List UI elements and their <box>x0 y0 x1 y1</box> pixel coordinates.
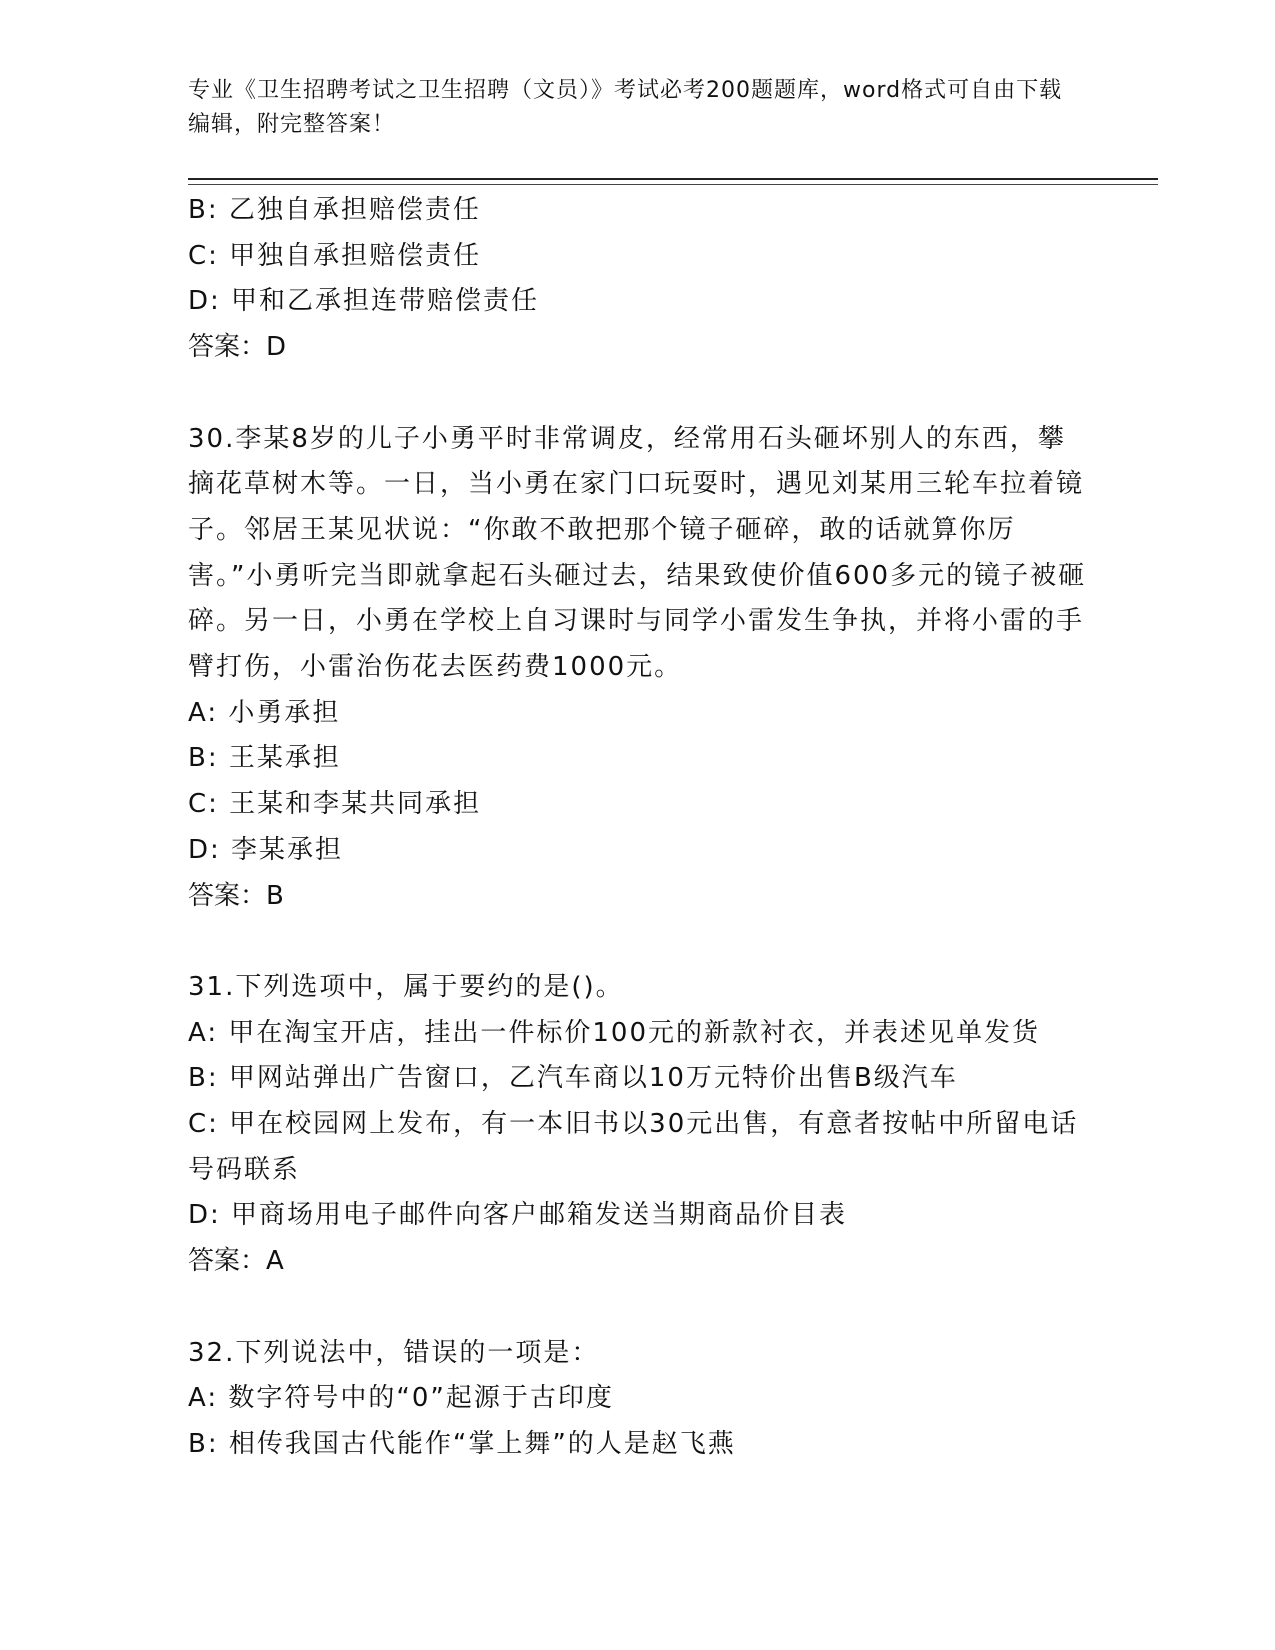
question-stem: 30.李某8岁的儿子小勇平时非常调皮，经常用石头砸坏别人的东西，攀摘花草树木等。一日，当小勇在家门口玩耍时，遇见刘某用三轮车拉着镜子。邻居王某见状说：“你敢不敢把那个镜子砸碎，敢的话就算你厉害。”小勇听完当即就拿起石头砸过去，结果致使价值600多元的镜子被砸碎。另一日，小勇在学校上自习课时与同学小雷发生争执，并将小雷的手臂打伤，小雷治伤花去医药费1000元。 <box>188 423 1087 683</box>
spacer <box>188 1285 1088 1331</box>
question-29 <box>188 188 1088 371</box>
option-d: D: 李某承担 <box>188 834 344 865</box>
option-b: B: 乙独自承担赔偿责任 <box>188 195 481 225</box>
option-a: A: 小勇承担 <box>188 697 341 728</box>
option-c: C: 王某和李某共同承担 <box>188 789 482 820</box>
answer-line: 答案：D <box>188 332 287 363</box>
question-31 <box>188 965 1088 1285</box>
header-divider-thin <box>188 184 1158 185</box>
option-b: B: 相传我国古代能作“掌上舞”的人是赵飞燕 <box>188 1428 736 1459</box>
option-a: A: 数字符号中的“0”起源于古印度 <box>188 1383 614 1414</box>
document-header: 专业《卫生招聘考试之卫生招聘（文员）》考试必考200题题库，word格式可自由下载编辑，附完整答案！ <box>188 78 1063 137</box>
option-c: C: 甲在校园网上发布，有一本旧书以30元出售，有意者按帖中所留电话号码联系 <box>188 1109 1079 1185</box>
option-a: A: 甲在淘宝开店，挂出一件标价100元的新款衬衣，并表述见单发货 <box>188 1017 1040 1048</box>
question-content <box>188 188 1088 1468</box>
option-c: C: 甲独自承担赔偿责任 <box>188 240 482 271</box>
option-d: D: 甲商场用电子邮件向客户邮箱发送当期商品价目表 <box>188 1200 848 1231</box>
question-stem: 31.下列选项中，属于要约的是()。 <box>188 971 624 1002</box>
spacer <box>188 371 1088 417</box>
question-32 <box>188 1331 1088 1468</box>
option-b: B: 王某承担 <box>188 743 341 774</box>
answer-line: 答案：B <box>188 880 284 911</box>
header-divider-thick <box>188 178 1158 180</box>
option-b: B: 甲网站弹出广告窗口，乙汽车商以10万元特价出售B级汽车 <box>188 1063 958 1094</box>
question-stem: 32.下列说法中，错误的一项是： <box>188 1337 600 1368</box>
option-d: D: 甲和乙承担连带赔偿责任 <box>188 286 540 317</box>
question-30 <box>188 417 1088 920</box>
answer-line: 答案：A <box>188 1246 284 1277</box>
spacer <box>188 919 1088 965</box>
